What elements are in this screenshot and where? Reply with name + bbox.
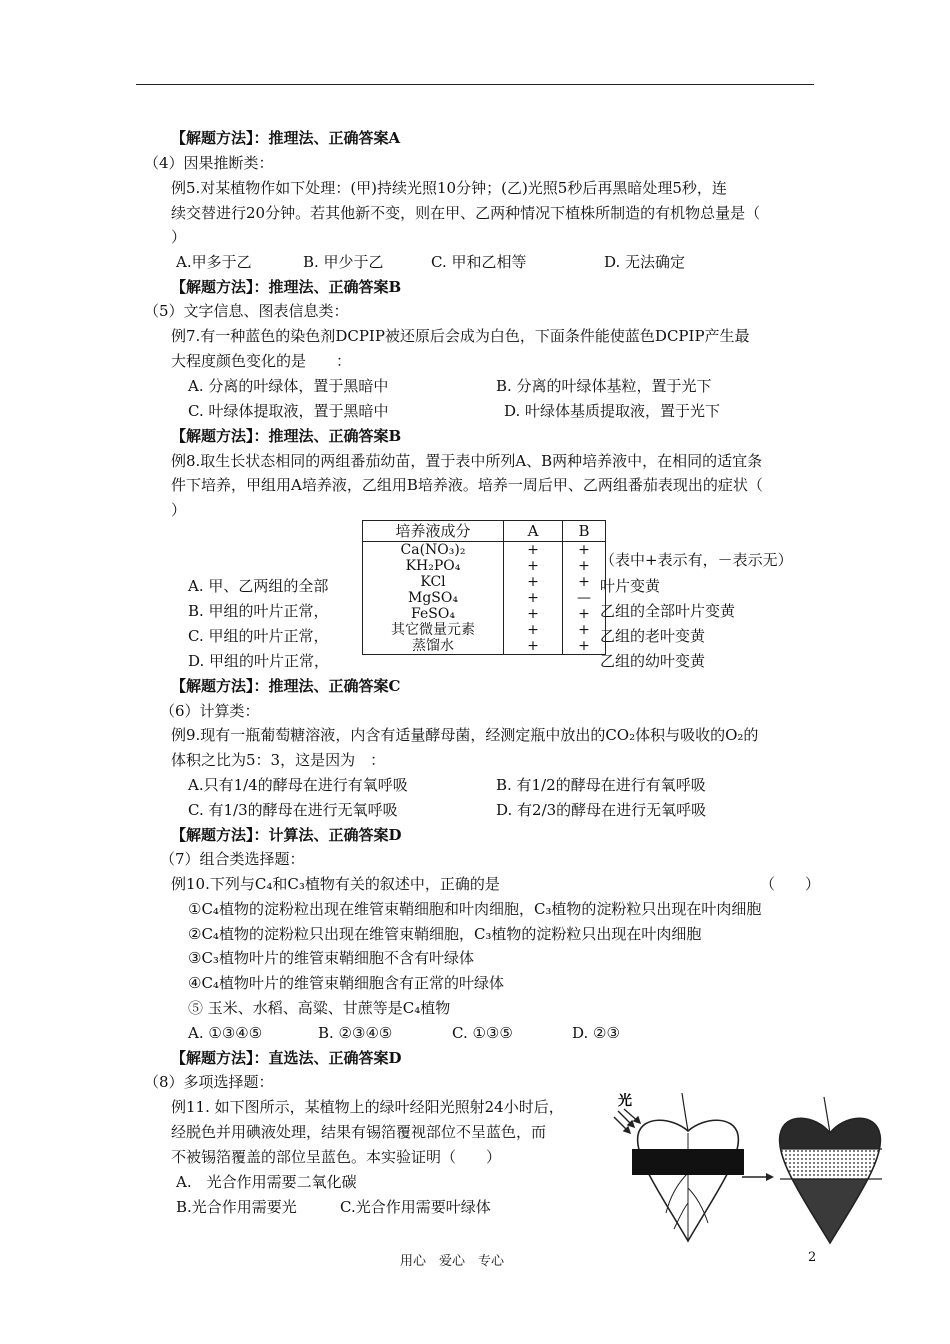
statement: ③C₃植物叶片的维管束鞘细胞不含有叶绿体 <box>188 949 474 967</box>
option: B. 有1/2的酵母在进行有氧呼吸 <box>496 776 706 794</box>
question-text: 例10.下列与C₄和C₃植物有关的叙述中，正确的是 <box>171 875 500 893</box>
solution-method: 【解题方法】：计算法、正确答案D <box>171 826 402 844</box>
leaf-after-iodine <box>772 1093 884 1249</box>
question-text: 例11. 如下图所示，某植物上的绿叶经阳光照射24小时后， <box>171 1098 564 1116</box>
option: D. ②③ <box>572 1024 620 1042</box>
option: B.光合作用需要光 <box>176 1198 297 1216</box>
option: A.只有1/4的酵母在进行有氧呼吸 <box>188 776 408 794</box>
foil-strip <box>632 1149 744 1175</box>
option-continuation: 叶片变黄 <box>600 577 661 595</box>
table-row <box>363 622 606 638</box>
header-rule <box>136 84 814 85</box>
statement: ⑤ 玉米、水稻、高粱、甘蔗等是C₄植物 <box>188 999 451 1017</box>
table-header: B <box>563 521 606 542</box>
table-cell: + <box>504 606 563 622</box>
question-text: 例9.现有一瓶葡萄糖溶液，内含有适量酵母菌，经测定瓶中放出的CO₂体积与吸收的O₂的 <box>171 726 759 744</box>
table-cell: + <box>563 606 606 622</box>
option: D. 有2/3的酵母在进行无氧呼吸 <box>496 801 707 819</box>
table-cell: Ca(NO₃)₂ <box>363 542 504 559</box>
option: A. 光合作用需要二氧化碳 <box>176 1173 357 1191</box>
option: C. 甲和乙相等 <box>431 253 527 271</box>
leaf-experiment-figure <box>612 1093 884 1253</box>
footer-text: 用心 爱心 专心 <box>400 1254 505 1269</box>
question-text: 体积之比为5：3，这是因为 ： <box>171 751 386 769</box>
table-header: 培养液成分 <box>363 521 504 542</box>
option: D. 甲组的叶片正常， <box>188 652 330 670</box>
solution-method: 【解题方法】：直选法、正确答案D <box>171 1049 402 1067</box>
option: C. 甲组的叶片正常， <box>188 627 329 645</box>
table-cell: MgSO₄ <box>363 590 504 606</box>
light-label: 光 <box>618 1093 632 1109</box>
table-cell: + <box>504 574 563 590</box>
option: A. ①③④⑤ <box>188 1024 263 1042</box>
table-row <box>363 638 606 655</box>
section-heading: （6）计算类： <box>160 702 260 720</box>
option-continuation: 乙组的幼叶变黄 <box>600 652 706 670</box>
question-text: 例7.有一种蓝色的染色剂DCPIP被还原后会成为白色，下面条件能使蓝色DCPIP产生最 <box>171 327 750 345</box>
option: A. 分离的叶绿体，置于黑暗中 <box>188 377 389 395</box>
question-text: ） <box>171 228 187 246</box>
table-cell: + <box>563 574 606 590</box>
question-text: 不被锡箔覆盖的部位呈蓝色。本实验证明（ ） <box>171 1148 502 1166</box>
solution-method: 【解题方法】：推理法、正确答案B <box>171 278 402 296</box>
table-row <box>363 558 606 574</box>
statement: ②C₄植物的淀粉粒只出现在维管束鞘细胞，C₃植物的淀粉粒只出现在叶肉细胞 <box>188 925 702 943</box>
table-row <box>363 606 606 622</box>
section-heading: （4）因果推断类： <box>144 154 274 172</box>
solution-method: 【解题方法】：推理法、正确答案C <box>171 677 401 695</box>
question-text: 大程度颜色变化的是 ： <box>171 352 352 370</box>
section-heading: （7）组合类选择题： <box>160 850 305 868</box>
question-text: 例8.取生长状态相同的两组番茄幼苗，置于表中所列A、B两种培养液中，在相同的适宜条 <box>171 452 763 470</box>
table-header: A <box>504 521 563 542</box>
section-heading: （8）多项选择题： <box>144 1073 274 1091</box>
table-cell: + <box>504 622 563 638</box>
nutrient-table <box>362 520 606 655</box>
question-text: 续交替进行20分钟。若其他新不变，则在甲、乙两种情况下植株所制造的有机物总量是（ <box>171 204 761 222</box>
table-cell: + <box>504 638 563 655</box>
table-cell: KH₂PO₄ <box>363 558 504 574</box>
statement: ④C₄植物叶片的维管束鞘细胞含有正常的叶绿体 <box>188 974 504 992</box>
table-cell: KCl <box>363 574 504 590</box>
statement: ①C₄植物的淀粉粒出现在维管束鞘细胞和叶肉细胞，C₃植物的淀粉粒只出现在叶肉细胞 <box>188 900 762 918</box>
light-rays <box>614 1109 640 1133</box>
answer-bracket: （ ） <box>760 875 821 893</box>
option: B. 甲少于乙 <box>303 253 384 271</box>
table-cell: + <box>504 542 563 559</box>
option-continuation: 乙组的老叶变黄 <box>600 627 706 645</box>
option: B. 分离的叶绿体基粒，置于光下 <box>496 377 712 395</box>
question-text: 例5.对某植物作如下处理：(甲)持续光照10分钟；(乙)光照5秒后再黑暗处理5秒，连 <box>171 179 727 197</box>
table-cell: + <box>504 558 563 574</box>
option: C. 有1/3的酵母在进行无氧呼吸 <box>188 801 398 819</box>
table-cell: + <box>563 542 606 559</box>
table-cell: + <box>563 558 606 574</box>
table-cell: + <box>504 590 563 606</box>
question-text: 经脱色并用碘液处理，结果有锡箔覆视部位不呈蓝色，而 <box>171 1123 547 1141</box>
option-continuation: 乙组的全部叶片变黄 <box>600 602 736 620</box>
question-text: 件下培养，甲组用A培养液，乙组用B培养液。培养一周后甲、乙两组番茄表现出的症状（ <box>171 476 763 494</box>
solution-method: 【解题方法】：推理法、正确答案A <box>171 129 401 147</box>
option: C. ①③⑤ <box>452 1024 513 1042</box>
table-row <box>363 574 606 590</box>
option: B. ②③④⑤ <box>318 1024 393 1042</box>
option: D. 无法确定 <box>604 253 686 271</box>
table-note: （表中+表示有，－表示无） <box>600 551 793 569</box>
table-row <box>363 590 606 606</box>
leaf-with-foil <box>632 1093 744 1241</box>
section-heading: （5）文字信息、图表信息类： <box>144 302 349 320</box>
option: C. 叶绿体提取液，置于黑暗中 <box>188 402 389 420</box>
option: B. 甲组的叶片正常， <box>188 602 329 620</box>
table-row <box>363 542 606 559</box>
option: C.光合作用需要叶绿体 <box>340 1198 491 1216</box>
table-cell: + <box>563 622 606 638</box>
arrow-icon <box>742 1173 774 1181</box>
question-text: ） <box>171 501 187 519</box>
table-cell: 其它微量元素 <box>363 622 504 638</box>
page-number: 2 <box>808 1250 817 1265</box>
table-cell: 蒸馏水 <box>363 638 504 655</box>
solution-method: 【解题方法】：推理法、正确答案B <box>171 427 402 445</box>
option: D. 叶绿体基质提取液，置于光下 <box>504 402 721 420</box>
table-cell: FeSO₄ <box>363 606 504 622</box>
table-cell: — <box>563 590 606 606</box>
option: A. 甲、乙两组的全部 <box>188 577 329 595</box>
table-cell: + <box>563 638 606 655</box>
option: A.甲多于乙 <box>176 253 252 271</box>
